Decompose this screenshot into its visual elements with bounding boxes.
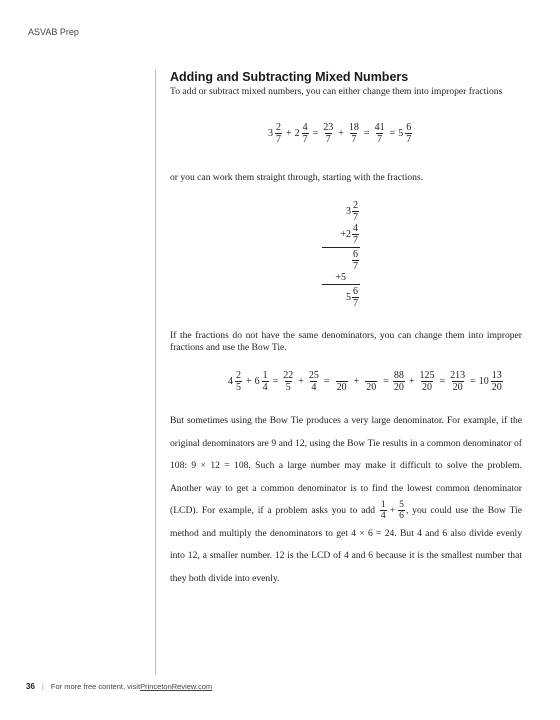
eq2-fraction-1: $\frac{2}{5}$ xyxy=(236,370,241,393)
eq2-whole-2: 6 xyxy=(254,376,260,387)
footer-separator: | xyxy=(41,682,44,691)
eq1-improper-1: $\frac{23}{7}$ xyxy=(323,122,334,145)
eq1-whole-2: 2 xyxy=(294,128,300,139)
intro-paragraph: To add or subtract mixed numbers, you can either change them into improper fractions xyxy=(170,86,503,97)
footer-link[interactable]: PrincetonReview.com xyxy=(140,682,213,691)
eq2-common-2: $\frac{125}{20}$ xyxy=(419,370,435,393)
running-header: ASVAB Prep xyxy=(28,27,79,37)
equals-sign: = xyxy=(323,376,330,387)
vertical-addition xyxy=(300,200,360,309)
page-number: 36 xyxy=(26,682,35,691)
eq1-whole-1: 3 xyxy=(268,128,273,139)
eq2-result-whole: 10 xyxy=(478,376,489,387)
eq2-blank-2: 20 xyxy=(366,382,377,393)
vertical-row-3: $\frac{6}{7}$ xyxy=(353,249,358,272)
equals-sign: = xyxy=(383,376,389,387)
eq2-fraction-2: $\frac{1}{4}$ xyxy=(262,370,268,393)
mid-paragraph: or you can work them straight through, starting with the fractions. xyxy=(170,172,424,183)
inline-fraction-1: $\frac{1}{4}$ xyxy=(380,499,386,522)
equals-sign: = xyxy=(439,376,446,387)
margin-rule xyxy=(155,70,156,675)
sum-rule xyxy=(322,284,360,285)
eq1-result-fraction: $\frac{6}{7}$ xyxy=(406,122,412,145)
plus-sign: + xyxy=(408,376,415,387)
eq1-improper-2: $\frac{18}{7}$ xyxy=(348,122,359,145)
plus-sign: + xyxy=(353,376,360,387)
bowtie-paragraph: If the fractions do not have the same denominators, you can change them into improper fractions and use the Bow Tie. xyxy=(170,330,522,353)
eq2-common-1: $\frac{88}{20}$ xyxy=(393,370,404,393)
eq2-sum: $\frac{213}{20}$ xyxy=(450,370,466,393)
vertical-row-2: +2 $\frac{4}{7}$ xyxy=(340,223,358,246)
plus-sign: + xyxy=(338,128,344,139)
section-heading: Adding and Subtracting Mixed Numbers xyxy=(170,70,409,84)
plus-sign: + xyxy=(286,128,292,139)
eq1-result-whole: 5 xyxy=(398,128,404,139)
eq1-fraction-1: $\frac{2}{7}$ xyxy=(276,122,281,145)
eq2-blank-1: 20 xyxy=(336,382,347,393)
eq1-fraction-2: $\frac{4}{7}$ xyxy=(302,122,308,145)
vertical-row-4: +5 xyxy=(335,272,346,283)
equals-sign: = xyxy=(470,376,476,387)
eq2-result-fraction: $\frac{13}{20}$ xyxy=(491,370,502,393)
equals-sign: = xyxy=(272,376,279,387)
plus-sign: + xyxy=(246,376,252,387)
equals-sign: = xyxy=(312,128,319,139)
eq2-improper-2: $\frac{25}{4}$ xyxy=(308,370,319,393)
lcd-text-part-1: But sometimes using the Bow Tie produces a very large denominator. For example, if the original denominators are 9 and 12, using the Bow Tie results in a common denominator of 108: 9 × 12 = 108. Such a large number may make it difficult to solve the problem. Another way to get a common denominator is to find the lowest common denominator (LCD). For example, if a problem asks you to add xyxy=(170,415,522,516)
lcd-paragraph xyxy=(170,410,522,590)
lcd-text-part-2: , you could use the Bow Tie method and multiply the denominators to get 4 × 6 = 24. But 4 and 6 also divide evenly into 12, a smaller number. 12 is the LCD of 4 and 6 because it is the smallest number that they both divide into evenly. xyxy=(170,505,522,584)
eq1-sum: $\frac{41}{7}$ xyxy=(374,122,385,145)
equation-bow-tie xyxy=(228,370,504,393)
vertical-row-1: 3 $\frac{2}{7}$ xyxy=(346,200,358,223)
plus-sign: + xyxy=(298,376,304,387)
plus-sign: + xyxy=(389,505,396,516)
sum-rule xyxy=(322,247,360,248)
equals-sign: = xyxy=(389,128,396,139)
eq2-improper-1: $\frac{22}{5}$ xyxy=(283,370,294,393)
eq2-whole-1: 4 xyxy=(228,376,233,387)
page-footer xyxy=(26,682,212,691)
inline-fraction-2: $\frac{5}{6}$ xyxy=(399,499,404,522)
footer-text: For more free content, visit xyxy=(50,682,141,691)
equation-mixed-to-improper xyxy=(268,122,413,145)
vertical-result: 5 $\frac{6}{7}$ xyxy=(346,286,358,309)
equals-sign: = xyxy=(363,128,370,139)
